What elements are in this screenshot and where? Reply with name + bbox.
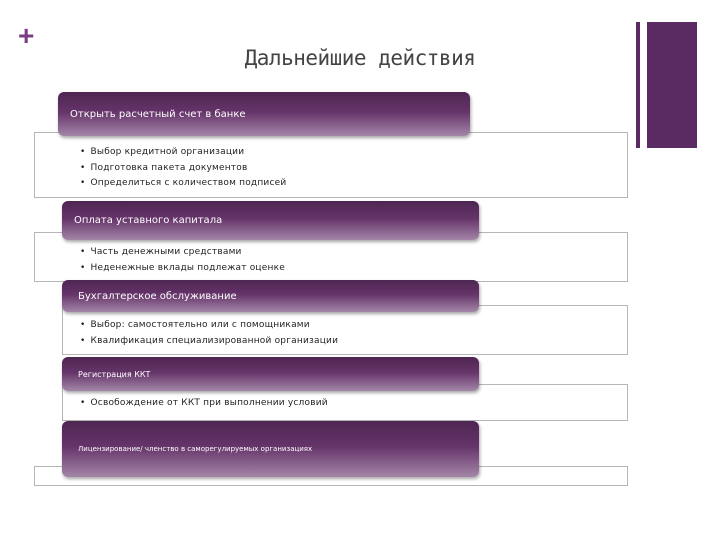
section-heading-bank-account <box>58 92 470 136</box>
section-heading-kkt <box>62 357 479 391</box>
bullet-list-accounting <box>80 318 338 349</box>
section-heading-accounting <box>62 280 479 312</box>
bullet-list-kkt <box>80 396 328 412</box>
section-heading-capital <box>62 201 479 240</box>
list-item: • Освобождение от ККТ при выполнении условий <box>80 396 328 412</box>
slide-title: Дальнейшие действия <box>244 46 476 70</box>
section-heading-label: Оплата уставного капитала <box>74 215 223 226</box>
bullet-list-capital <box>80 245 285 276</box>
section-heading-label: Бухгалтерское обслуживание <box>78 290 237 302</box>
list-item: • Подготовка пакета документов <box>80 161 286 177</box>
section-heading-label: Открыть расчетный счет в банке <box>70 108 246 120</box>
list-item: • Выбор кредитной организации <box>80 145 286 161</box>
list-item: • Выбор: самостоятельно или с помощниками <box>80 318 338 334</box>
decorative-bar-wide <box>647 22 697 148</box>
section-heading-licensing <box>62 421 479 477</box>
list-item: • Неденежные вклады подлежат оценке <box>80 261 285 277</box>
list-item: • Квалификация специализированной организации <box>80 334 338 350</box>
plus-icon: + <box>18 20 35 51</box>
list-item: • Часть денежными средствами <box>80 245 285 261</box>
section-heading-label: Регистрация ККТ <box>78 369 151 379</box>
bullet-list-bank-account <box>80 145 286 192</box>
decorative-bar-thin <box>636 22 640 148</box>
section-heading-label: Лицензирование/ членство в саморегулируемых организациях <box>78 445 313 453</box>
list-item: • Определиться с количеством подписей <box>80 176 286 192</box>
